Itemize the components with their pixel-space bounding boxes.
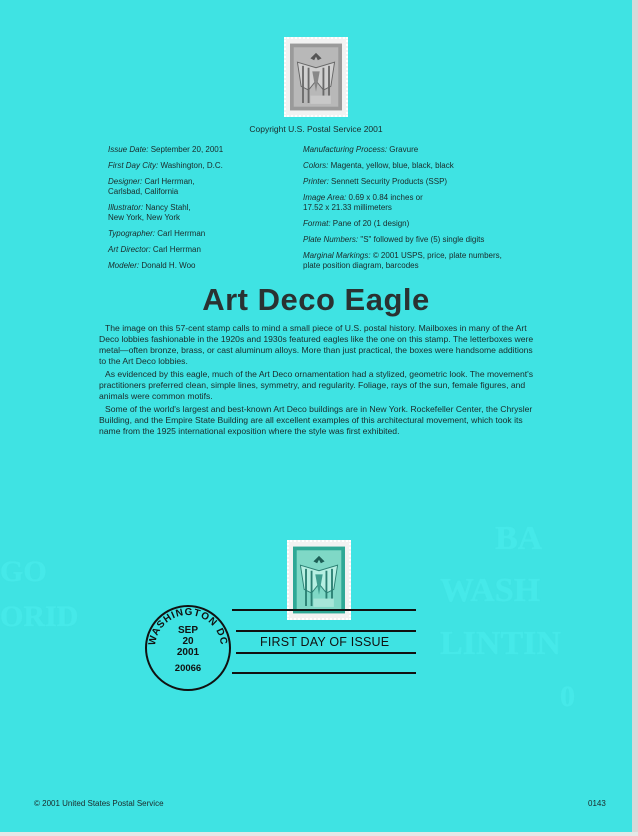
eagle-stamp-art-color bbox=[293, 546, 345, 614]
spec-marginal-markings: Marginal Markings: © 2001 USPS, price, plate numbers, plate position diagram, barcodes bbox=[303, 251, 502, 270]
spec-issue-date: Issue Date: September 20, 2001 bbox=[108, 145, 224, 154]
postmark-city: WASHINGTON DC bbox=[146, 606, 230, 647]
specs-right-column bbox=[303, 145, 543, 277]
paragraph: As evidenced by this eagle, much of the Art Deco ornamentation had a stylized, geometric look. The movement's practitioners preferred clean, simple lines, symmetry, and regularity. Foliage, rays of the sun, female figures, and animals were common motifs. bbox=[99, 369, 534, 401]
spec-colors: Colors: Magenta, yellow, blue, black, black bbox=[303, 161, 454, 170]
footer-copyright: © 2001 United States Postal Service bbox=[34, 799, 164, 808]
cancel-line bbox=[232, 609, 416, 611]
spec-plate-numbers: Plate Numbers: "S" followed by five (5) single digits bbox=[303, 235, 485, 244]
postmark-day: 20 bbox=[182, 636, 194, 647]
spec-image-area: Image Area: 0.69 x 0.84 inches or 17.52 x 21.33 millimeters bbox=[303, 193, 423, 212]
watermark-right-2: WASH bbox=[440, 572, 541, 609]
postmark-month: SEP bbox=[177, 625, 198, 636]
spec-modeler: Modeler: Donald H. Woo bbox=[108, 261, 196, 270]
watermark-right: BA bbox=[495, 520, 543, 557]
description-text bbox=[99, 323, 539, 439]
spec-designer: Designer: Carl Herrman, Carlsbad, California bbox=[108, 177, 195, 196]
paragraph: Some of the world's largest and best-known Art Deco buildings are in New York. Rockefeller Center, the Chrysler Building, and the Empire State Building are all excellent examples of this architectural movement, which took its name from the 1925 international exposition where the style was first exhibited. bbox=[99, 404, 533, 436]
cancel-line bbox=[236, 652, 416, 654]
specs-left-column bbox=[108, 145, 288, 277]
spec-format: Format: Pane of 20 (1 design) bbox=[303, 219, 410, 228]
spec-printer: Printer: Sennett Security Products (SSP) bbox=[303, 177, 448, 186]
copyright-notice: Copyright U.S. Postal Service 2001 bbox=[249, 124, 383, 134]
watermark-right-4: 0 bbox=[560, 680, 575, 713]
spec-typographer: Typographer: Carl Herrman bbox=[108, 229, 206, 238]
first-day-of-issue-label: FIRST DAY OF ISSUE bbox=[260, 635, 390, 649]
watermark-left-2: ORID bbox=[0, 600, 79, 633]
page-title: Art Deco Eagle bbox=[202, 282, 430, 317]
postmark-year: 2001 bbox=[176, 647, 200, 658]
spec-manufacturing-process: Manufacturing Process: Gravure bbox=[303, 145, 419, 154]
stamp-image-monochrome bbox=[284, 37, 348, 117]
cancel-line bbox=[232, 672, 416, 674]
postmark-zip: 20066 bbox=[174, 663, 202, 674]
spec-art-director: Art Director: Carl Herrman bbox=[108, 245, 201, 254]
footer-page-number: 0143 bbox=[588, 799, 606, 808]
postmark-date bbox=[165, 625, 211, 658]
cancel-line bbox=[236, 630, 416, 632]
stamp-image-color bbox=[287, 540, 351, 620]
watermark-right-3: LINTIN bbox=[440, 625, 561, 662]
watermark-left: GO bbox=[0, 555, 47, 588]
spec-first-day-city: First Day City: Washington, D.C. bbox=[108, 161, 223, 170]
paragraph: The image on this 57-cent stamp calls to mind a small piece of U.S. postal history. Mailboxes in many of the Art Deco lobbies fashionable in the 1920s and 1930s featured eagles like the one on this stamp. The letterboxes were metal—often bronze, brass, or cast aluminum alloys. More than just practical, the boxes were handsome additions to the Art Deco lobbies. bbox=[99, 323, 534, 366]
spec-illustrator: Illustrator: Nancy Stahl, New York, New York bbox=[108, 203, 191, 222]
page-edge-right bbox=[632, 0, 638, 836]
eagle-stamp-art bbox=[290, 43, 342, 111]
page-edge-bottom bbox=[0, 832, 638, 836]
